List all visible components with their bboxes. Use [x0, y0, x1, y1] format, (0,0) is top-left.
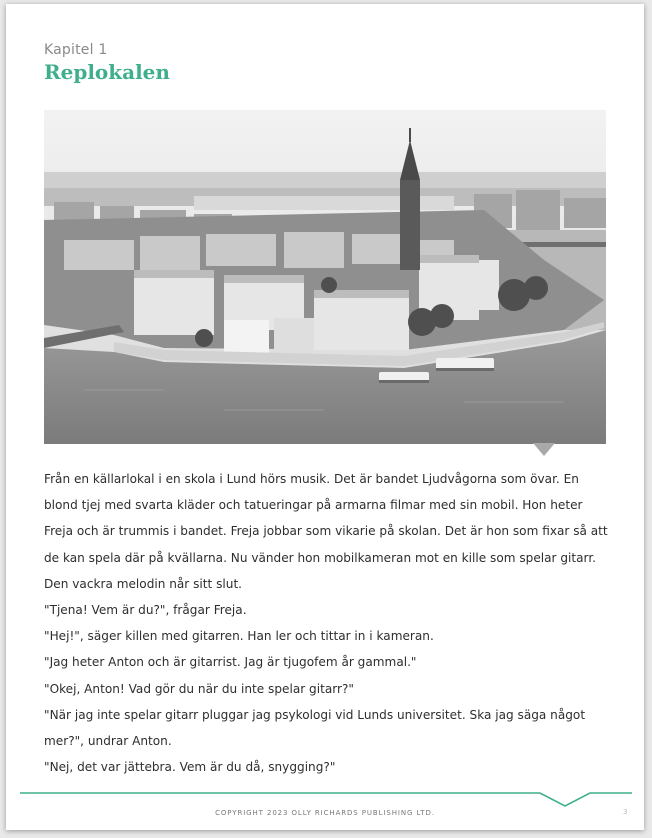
chapter-title: Replokalen: [44, 60, 170, 84]
paragraph: "Okej, Anton! Vad gör du när du inte spelar gitarr?": [44, 681, 354, 696]
paragraph: "Tjena! Vem är du?", frågar Freja.: [44, 603, 247, 618]
chapter-label: Kapitel 1: [44, 42, 108, 58]
paragraph: "Jag heter Anton och är gitarrist. Jag är tjugofem år gammal.": [44, 655, 417, 670]
book-page: [6, 4, 644, 830]
story-text: [44, 466, 608, 780]
paragraph: "Hej!", säger killen med gitarren. Han ler och tittar in i kameran.: [44, 629, 434, 644]
copyright-notice: COPYRIGHT 2023 OLLY RICHARDS PUBLISHING LTD.: [215, 809, 435, 817]
paragraph: "När jag inte spelar gitarr pluggar jag psykologi vid Lunds universitet. Ska jag säga något mer?", undrar Anton.: [44, 707, 586, 749]
image-pointer: [533, 443, 555, 456]
paragraph: Från en källarlokal i en skola i Lund hörs musik. Det är bandet Ljudvågorna som övar. En blond tjej med svarta kläder och tatueringar på armarna filmar med sin mobil. Hon heter Freja och är trummis i bandet. Freja jobbar som vikarie på skolan. Det är hon som fixar så att de kan spela där på kvällarna. Nu vänder hon mobilkameran mot en kille som spelar gitarr. Den vackra melodin når sitt slut.: [44, 472, 608, 591]
city-photo: [44, 110, 606, 444]
paragraph: "Nej, det var jättebra. Vem är du då, snygging?": [44, 760, 336, 775]
city-photo-icon: [44, 110, 606, 444]
page-number: 3: [623, 808, 628, 816]
